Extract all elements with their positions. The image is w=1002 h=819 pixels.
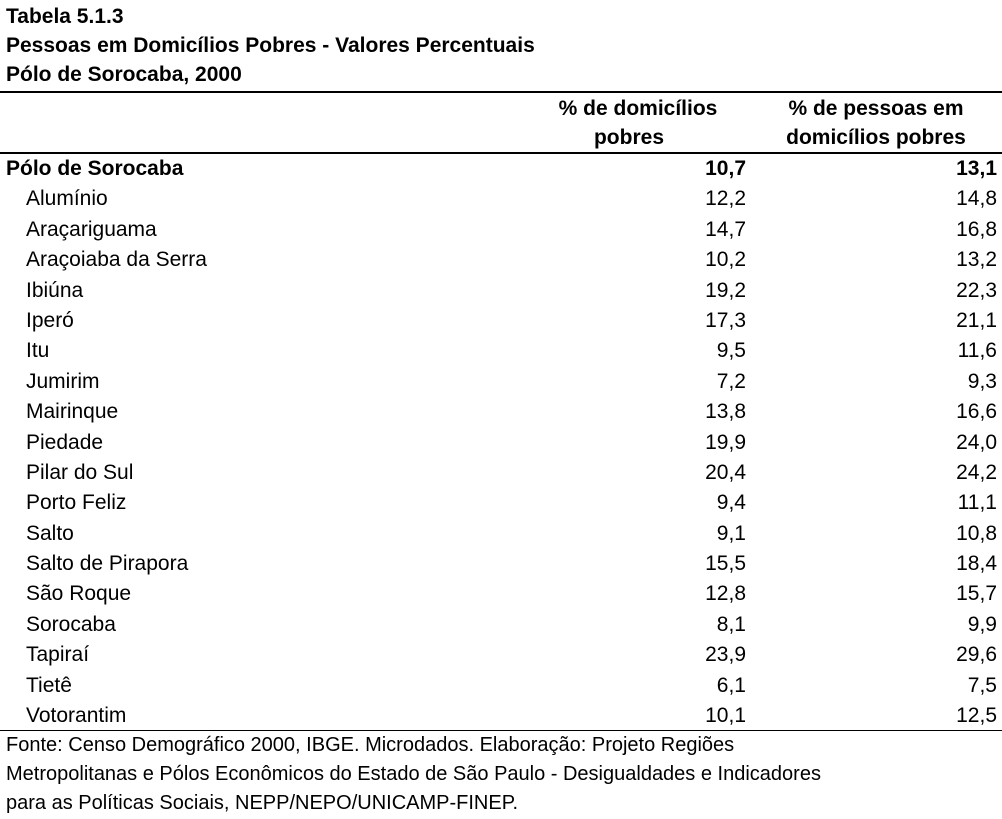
row-value-persons: 9,9: [967, 612, 997, 636]
row-name: Tapiraí: [26, 643, 90, 667]
column-header-households: [530, 94, 746, 152]
row-value-households: 12,8: [705, 582, 746, 606]
row-name: Ibiúna: [26, 278, 84, 302]
row-value-households: 7,2: [716, 369, 746, 393]
table-row: [0, 458, 1002, 488]
row-name: Sorocaba: [26, 612, 116, 636]
row-name: Piedade: [26, 430, 104, 454]
source-line: Fonte: Censo Demográfico 2000, IBGE. Microdados. Elaboração: Projeto Regiões: [6, 734, 735, 756]
table-row: [0, 245, 1002, 275]
table-row: [0, 671, 1002, 701]
row-value-households: 23,9: [705, 643, 746, 667]
table-row: [0, 184, 1002, 214]
table-subtitle: Pólo de Sorocaba, 2000: [6, 63, 242, 86]
row-name: Salto: [26, 521, 74, 545]
row-name: Tietê: [26, 673, 72, 697]
row-name: Pilar do Sul: [26, 460, 134, 484]
row-value-persons: 16,8: [956, 217, 997, 241]
table-row: [0, 488, 1002, 518]
table-row: [0, 367, 1002, 397]
row-value-households: 10,2: [705, 248, 746, 272]
row-value-households: 10,7: [705, 157, 746, 180]
row-value-households: 20,4: [705, 460, 746, 484]
row-value-persons: 24,2: [956, 460, 997, 484]
table-row: [0, 215, 1002, 245]
column-header-households-line1: % de domicílios: [558, 97, 718, 120]
row-value-households: 9,5: [716, 339, 746, 363]
table-row: [0, 701, 1002, 731]
table-row: [0, 640, 1002, 670]
table-row: [0, 519, 1002, 549]
row-value-persons: 7,5: [967, 673, 997, 697]
table-row: [0, 549, 1002, 579]
row-value-persons: 9,3: [967, 369, 997, 393]
table-row: [0, 610, 1002, 640]
row-value-households: 19,2: [705, 278, 746, 302]
row-value-persons: 13,1: [956, 157, 997, 180]
row-name: Porto Feliz: [26, 491, 127, 515]
row-name: Alumínio: [26, 187, 108, 211]
row-value-persons: 21,1: [956, 308, 997, 332]
row-name: Itu: [26, 339, 50, 363]
top-rule: [0, 91, 1002, 93]
row-name: São Roque: [26, 582, 132, 606]
row-value-persons: 18,4: [956, 552, 997, 576]
row-name: Votorantim: [26, 704, 127, 728]
row-value-persons: 11,1: [957, 491, 997, 515]
row-name: Iperó: [26, 308, 74, 332]
row-value-persons: 22,3: [956, 278, 997, 302]
source-line: Metropolitanas e Pólos Econômicos do Estado de São Paulo - Desigualdades e Indicadores: [6, 763, 821, 785]
table-row: [0, 306, 1002, 336]
row-value-persons: 13,2: [956, 248, 997, 272]
row-value-persons: 16,6: [956, 400, 997, 424]
row-value-persons: 12,5: [956, 704, 997, 728]
source-note: [6, 731, 996, 818]
table-body: [0, 154, 1002, 731]
table-title: Pessoas em Domicílios Pobres - Valores Percentuais: [6, 34, 535, 57]
row-value-households: 13,8: [705, 400, 746, 424]
table-row-total: [0, 154, 1002, 184]
row-value-households: 19,9: [705, 430, 746, 454]
table-title-block: [6, 2, 535, 89]
table-row: [0, 397, 1002, 427]
row-value-persons: 15,7: [956, 582, 997, 606]
row-value-households: 14,7: [705, 217, 746, 241]
column-header-persons-line1: % de pessoas em: [788, 97, 964, 120]
table-row: [0, 276, 1002, 306]
source-line: para as Políticas Sociais, NEPP/NEPO/UNICAMP-FINEP.: [6, 792, 519, 814]
row-name: Salto de Pirapora: [26, 552, 189, 576]
row-name: Araçariguama: [26, 217, 157, 241]
row-value-persons: 14,8: [956, 187, 997, 211]
row-name: Mairinque: [26, 400, 119, 424]
row-value-households: 9,1: [716, 521, 746, 545]
row-value-persons: 11,6: [957, 339, 997, 363]
row-value-persons: 10,8: [956, 521, 997, 545]
table-row: [0, 428, 1002, 458]
row-name: Araçoiaba da Serra: [26, 248, 207, 272]
row-value-households: 6,1: [716, 673, 746, 697]
row-value-households: 12,2: [705, 187, 746, 211]
row-value-households: 17,3: [705, 308, 746, 332]
row-value-persons: 24,0: [956, 430, 997, 454]
row-value-households: 15,5: [705, 552, 746, 576]
row-value-households: 8,1: [716, 612, 746, 636]
column-header-persons-line2: domicílios pobres: [786, 126, 966, 149]
row-value-households: 10,1: [705, 704, 746, 728]
column-header-persons: [770, 94, 982, 152]
row-name: Jumirim: [26, 369, 100, 393]
table-row: [0, 579, 1002, 609]
column-header-households-line2: pobres: [593, 126, 664, 149]
table-number: Tabela 5.1.3: [6, 5, 124, 28]
row-value-persons: 29,6: [956, 643, 997, 667]
row-value-households: 9,4: [716, 491, 746, 515]
table-row: [0, 336, 1002, 366]
row-name: Pólo de Sorocaba: [6, 157, 184, 180]
